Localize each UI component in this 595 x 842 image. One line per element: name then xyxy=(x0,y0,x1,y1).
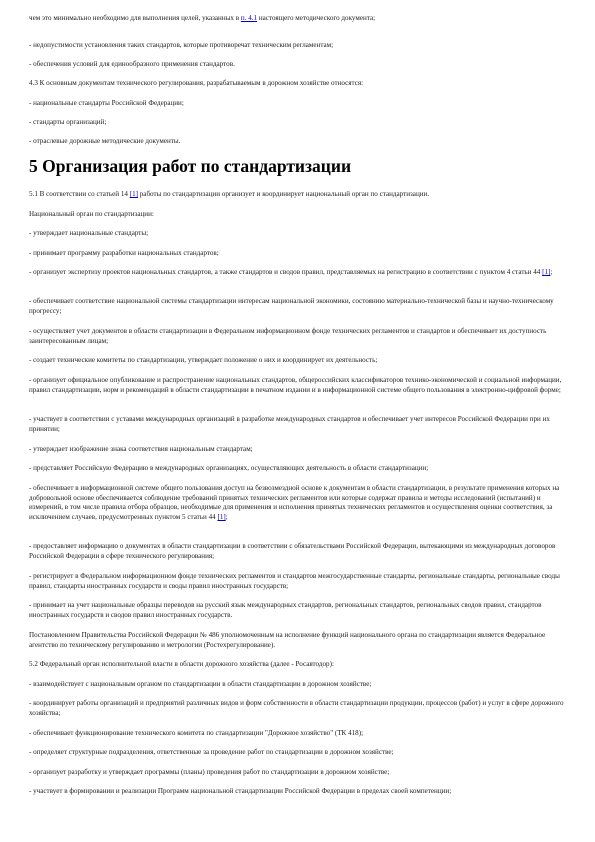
paragraph: - предоставляет информацию о документах в области стандартизации в соответствии с обязательствами Российской Федерации, вытекающими из международных договоров Российской Федерации в сфере технического регулирования; xyxy=(29,542,556,560)
paragraph: - утверждает национальные стандарты; xyxy=(29,229,149,237)
paragraph: - организует официальное опубликование и распространение национальных стандартов, общероссийских классификаторов технико-экономической и социальной информации, правил стандартизации, норм и рекомендаций в области стандартизации в печатном издании и в информационной системе общего пользования в электронно-цифровой форме; xyxy=(29,376,562,394)
paragraph: - осуществляет учет документов в области стандартизации в Федеральном информационном фонде технических регламентов и стандартов и обеспечивает их доступность заинтересованным лицам; xyxy=(29,327,547,345)
paragraph: - организует экспертизу проектов национальных стандартов, а также стандартов и сводов правил, представляемых на регистрацию в соответствии с пунктом 4 статьи 44 [1]; xyxy=(29,268,553,276)
paragraph: - обеспечивает соответствие национальной системы стандартизации интересам национальной экономики, состоянию материально-технической базы и научно-техническому прогрессу; xyxy=(29,297,554,315)
paragraph: - национальные стандарты Российской Федерации; xyxy=(29,99,184,107)
paragraph: - обеспечения условий для единообразного применения стандартов. xyxy=(29,60,235,68)
paragraph: - представляет Российскую Федерацию в международных организациях, осуществляющих деятельность в области стандартизации; xyxy=(29,464,429,472)
section-heading: 5 Организация работ по стандартизации xyxy=(29,156,352,176)
paragraph: - координирует работы организаций и предприятий различных видов и форм собственности в области стандартизации продукции, процессов (работ) и услуг в сфере дорожного хозяйства; xyxy=(29,699,564,717)
reference-link[interactable]: [1] xyxy=(542,268,551,276)
paragraph: - принимает программу разработки национальных стандартов; xyxy=(29,249,219,257)
reference-link[interactable]: [1] xyxy=(129,190,138,198)
paragraph: Постановлением Правительства Российской Федерации № 486 уполномоченным на исполнение функций национального органа по стандартизации является Федеральное агентство по техническому регулированию и метрологии (Ростехрегулирование). xyxy=(29,631,546,649)
paragraph: - принимает на учет национальные образцы переводов на русский язык международных стандартов, региональных стандартов, региональных сводов правил, стандартов иностранных государств и сводов правил иностранных государств. xyxy=(29,601,542,619)
paragraph: Национальный орган по стандартизации: xyxy=(29,210,154,218)
paragraph: - обеспечивает в информационной системе общего пользования доступ на безвозмездной основе к документам в области стандартизации, в результате применения которых на добровольной основе обеспечивается соблюдение требований принятых технических регламентов или которые содержат правила и методы исследований (испытаний) и измерений, в том числе правила отбора образцов, необходимые для применения и исполнения принятых технических регламентов и осуществления оценки соответствия, за исключением случаев, предусмотренных пунктом 5 статьи 44 [1]; xyxy=(29,484,560,521)
paragraph: - создает технические комитеты по стандартизации, утверждает положение о них и координирует их деятельность; xyxy=(29,356,378,364)
section-link[interactable]: п. 4.1 xyxy=(240,14,258,22)
paragraph: - недопустимости установления таких стандартов, которые противоречат техническим регламентам; xyxy=(29,41,334,49)
paragraph: 5.1 В соответствии со статьей 14 [1] работы по стандартизации организует и координирует национальный орган по стандартизации. xyxy=(29,190,430,198)
paragraph: - обеспечивает функционирование технического комитета по стандартизации "Дорожное хозяйство" (ТК 418); xyxy=(29,729,364,737)
paragraph: - отраслевые дорожные методические документы. xyxy=(29,137,181,145)
paragraph: - утверждает изображение знака соответствия национальным стандартам; xyxy=(29,445,253,453)
paragraph: 5.2 Федеральный орган исполнительной власти в области дорожного хозяйства (далее - Росавтодор): xyxy=(29,660,334,668)
paragraph: 4.3 К основным документам технического регулирования, разрабатываемым в дорожном хозяйстве относятся: xyxy=(29,79,364,87)
paragraph: - участвует в соответствии с уставами международных организаций в разработке международных стандартов и обеспечивает учет интересов Российской Федерации при их принятии; xyxy=(29,415,550,433)
paragraph: - участвует в формировании и реализации Программ национальной стандартизации Российской Федерации в пределах своей компетенции; xyxy=(29,787,452,795)
paragraph: - определяет структурные подразделения, ответственные за проведение работ по стандартизации в дорожном хозяйстве; xyxy=(29,748,394,756)
reference-link[interactable]: [1] xyxy=(217,512,226,521)
paragraph: чем это минимально необходимо для выполнения целей, указанных в п. 4.1 настоящего методического документа; xyxy=(29,14,376,22)
paragraph: - стандарты организаций; xyxy=(29,118,107,126)
paragraph: - взаимодействует с национальным органом по стандартизации в области стандартизации в дорожном хозяйстве; xyxy=(29,680,372,688)
paragraph: - регистрирует в Федеральном информационном фонде технических регламентов и стандартов межгосударственные стандарты, региональные стандарты, региональные своды правил, стандарты иностранных государств и своды правил иностранных государств; xyxy=(29,572,560,590)
paragraph: - организует разработку и утверждает программы (планы) проведения работ по стандартизации в дорожном хозяйстве; xyxy=(29,768,390,776)
